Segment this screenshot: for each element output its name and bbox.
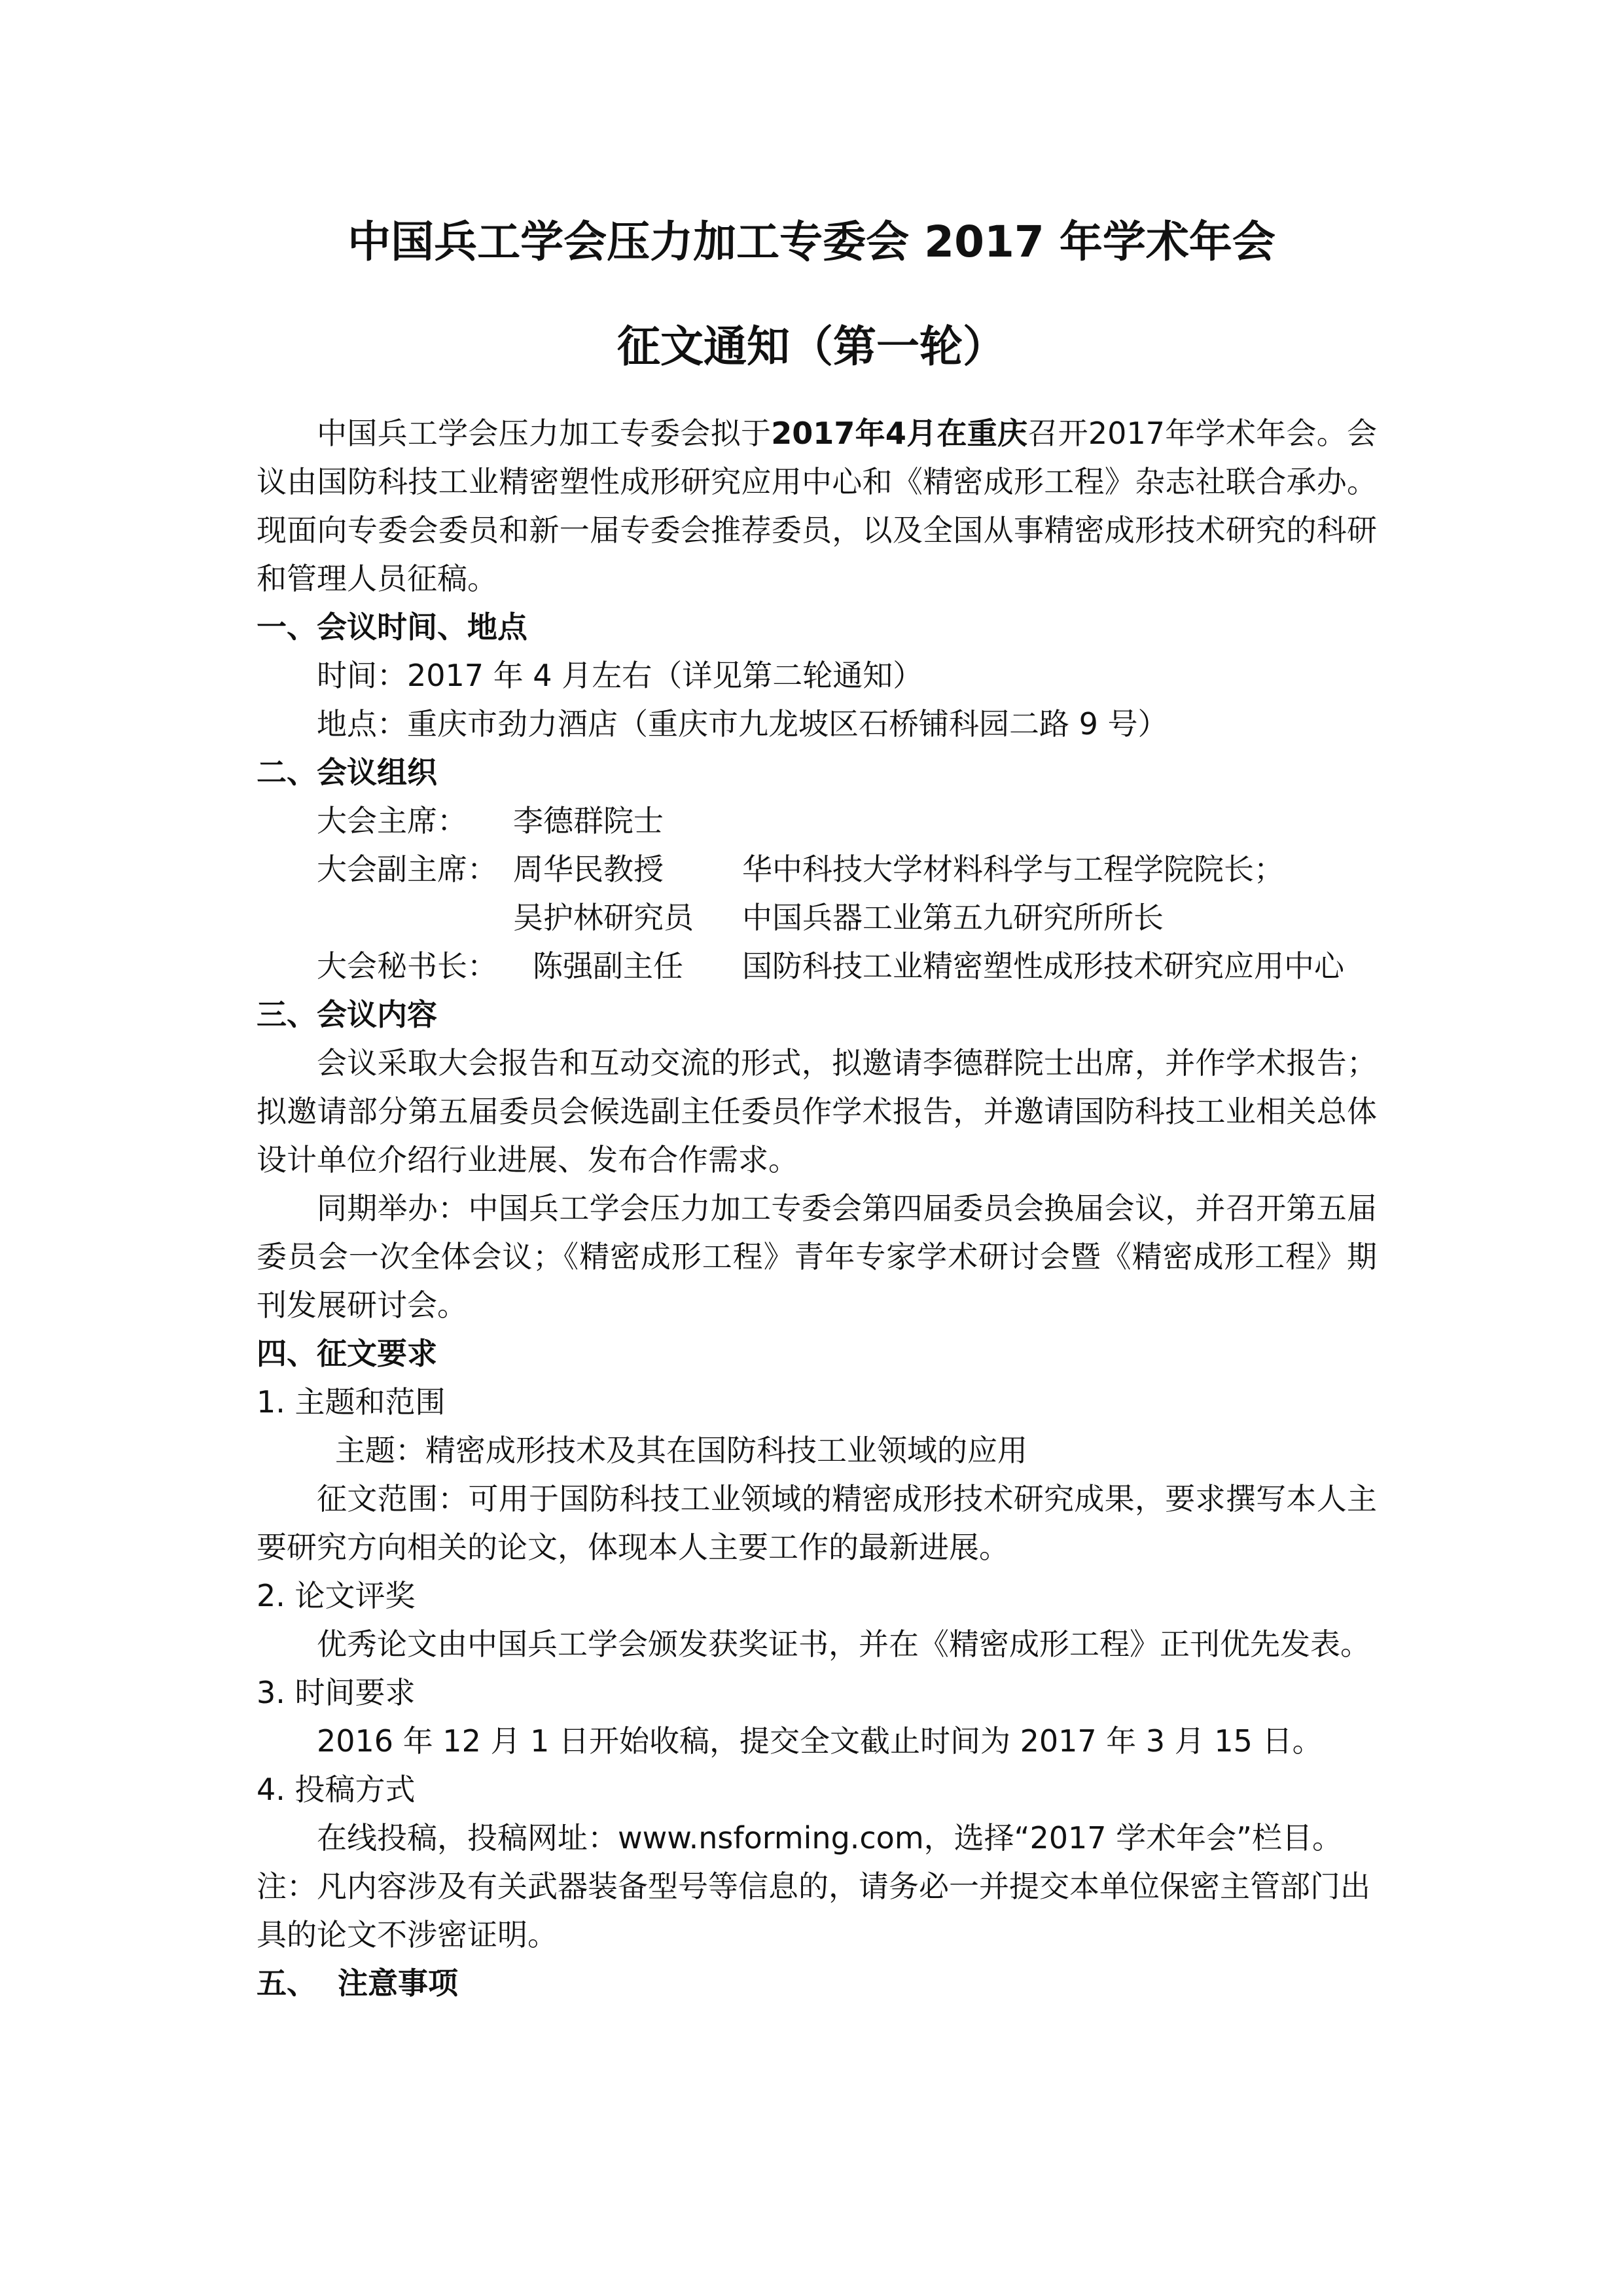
award-text: 优秀论文由中国兵工学会颁发获奖证书，并在《精密成形工程》正刊优先发表。	[317, 1626, 1370, 1662]
subtitle-main: 征文通知	[617, 321, 790, 372]
scope-text: 征文范围：可用于国防科技工业领域的精密成形技术研究成果，要求撰写本人主要研究方向相关的论文，体现本人主要工作的最新进展。	[257, 1481, 1377, 1565]
document-subtitle	[0, 317, 1623, 376]
confidentiality-note: 注：凡内容涉及有关武器装备型号等信息的，请务必一并提交本单位保密主管部门出具的论文不涉密证明。	[257, 1869, 1370, 1952]
meeting-place: 地点：重庆市劲力酒店（重庆市九龙坡区石桥铺科园二路 9 号）	[317, 706, 1168, 742]
content-paragraph-2: 同期举办：中国兵工学会压力加工专委会第四届委员会换届会议，并召开第五届委员会一次全体会议；《精密成形工程》青年专家学术研讨会暨《精密成形工程》期刊发展研讨会。	[257, 1191, 1377, 1323]
item-paper-award: 2. 论文评奖	[257, 1578, 416, 1613]
item-theme-scope: 1. 主题和范围	[257, 1384, 446, 1420]
document-body	[257, 409, 1377, 2007]
deadline-text: 2016 年 12 月 1 日开始收稿，提交全文截止时间为 2017 年 3 月 15 日。	[317, 1723, 1323, 1759]
vice-chair-label: 大会副主席：	[317, 852, 497, 887]
section3-heading: 三、会议内容	[257, 997, 437, 1032]
secretary-desc: 国防科技工业精密塑性成形技术研究应用中心	[742, 948, 1344, 984]
content-paragraph-1: 会议采取大会报告和互动交流的形式，拟邀请李德群院士出席，并作学术报告；拟邀请部分第五届委员会候选副主任委员作学术报告，并邀请国防科技工业相关总体设计单位介绍行业进展、发布合作需求。	[257, 1045, 1377, 1177]
document-title: 中国兵工学会压力加工专委会 2017 年学术年会	[348, 217, 1275, 267]
vice-chair-1-desc: 华中科技大学材料科学与工程学院院长；	[742, 852, 1284, 887]
vice-chair-row-1	[257, 845, 1377, 893]
item-time-requirement: 3. 时间要求	[257, 1675, 416, 1710]
intro-date-place: 2017年4月在重庆	[771, 416, 1028, 451]
secretary-row	[257, 942, 1377, 990]
chair-name: 李德群院士	[513, 803, 664, 838]
theme-text: 主题：精密成形技术及其在国防科技工业领域的应用	[335, 1433, 1027, 1468]
chair-row	[257, 797, 1377, 845]
vice-chair-1-name: 周华民教授	[513, 852, 664, 887]
section2-heading: 二、会议组织	[257, 755, 437, 790]
item-submission: 4. 投稿方式	[257, 1772, 416, 1807]
section1-heading: 一、会议时间、地点	[257, 609, 527, 645]
submission-text: 在线投稿，投稿网址：www.nsforming.com，选择“2017 学术年会”栏目。	[317, 1820, 1342, 1856]
intro-prefix: 中国兵工学会压力加工专委会拟于	[317, 416, 772, 451]
intro-paragraph	[257, 409, 1377, 603]
section5-heading: 五、 注意事项	[257, 1965, 459, 2001]
vice-chair-row-2	[257, 893, 1377, 942]
intro-suffix: 召开2017年学术年会。会议由国防科技工业精密塑性成形研究应用中心和《精密成形工程》杂志社联合承办。现面向专委会委员和新一届专委会推荐委员，以及全国从事精密成形技术研究的科研和管理人员征稿。	[257, 416, 1377, 596]
secretary-label: 大会秘书长：	[317, 948, 497, 984]
secretary-name: 陈强副主任	[533, 948, 683, 984]
section4-heading: 四、征文要求	[257, 1336, 437, 1371]
vice-chair-2-name: 吴护林研究员	[513, 900, 694, 935]
vice-chair-2-desc: 中国兵器工业第五九研究所所长	[742, 900, 1164, 935]
meeting-time: 时间：2017 年 4 月左右（详见第二轮通知）	[317, 658, 923, 693]
chair-label: 大会主席：	[317, 803, 467, 838]
subtitle-round: （第一轮）	[790, 321, 1006, 372]
